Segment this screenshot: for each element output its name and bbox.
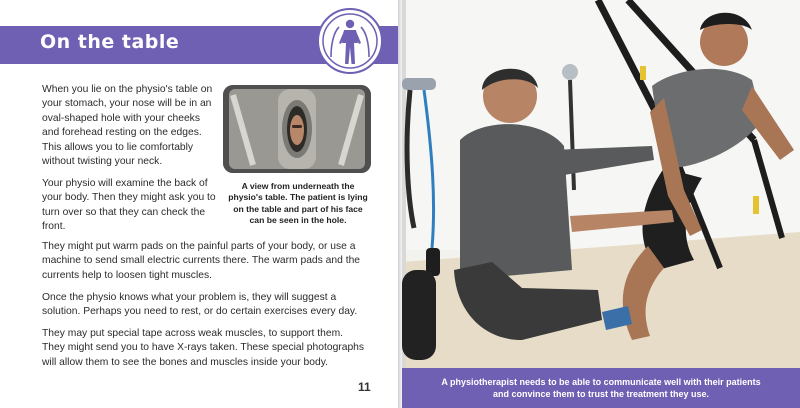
paragraph-examination: Your physio will examine the back of your body. Then they might ask you to turn over so that they can check the front. [42,178,216,233]
paragraph-solution: Once the physio knows what your problem is, they will suggest a solution. Perhaps you need to rest, or do certain exercises every day. [42,292,358,318]
page-number: 11 [358,380,371,394]
paragraph-warm-pads: They might put warm pads on the painful parts of your body, or use a machine to send small electric currents there. The warm pads and the currents help to loosen tight muscles. [42,241,361,281]
left-page [0,0,398,408]
photo-caption-bar [402,368,800,408]
paragraph-table-position: When you lie on the physio's table on your stomach, your nose will be in an oval-shaped hole with your cheeks and forehead resting on the edges. This allows you to lie comfortably without twisting your neck. [42,84,213,168]
right-page [402,0,800,408]
paragraph-tape-xrays: They may put special tape across weak muscles, to support them. They might send you to have X-rays taken. These special photographs will allow them to see the bones and muscles inside your body. [42,328,365,368]
photo-caption-line-1: A physiotherapist needs to be able to communicate well with their patients [441,377,761,387]
inset-photo-table-hole [223,85,371,173]
physiotherapy-photo [402,0,800,368]
inset-photo-caption: A view from underneath the physio's table. The patient is lying on the table and part of his face can be seen in the hole. [228,181,368,226]
body-outline-icon [317,8,383,74]
photo-caption-line-2: and convince them to trust the treatment they use. [492,389,710,399]
page-title: On the table [40,31,180,53]
